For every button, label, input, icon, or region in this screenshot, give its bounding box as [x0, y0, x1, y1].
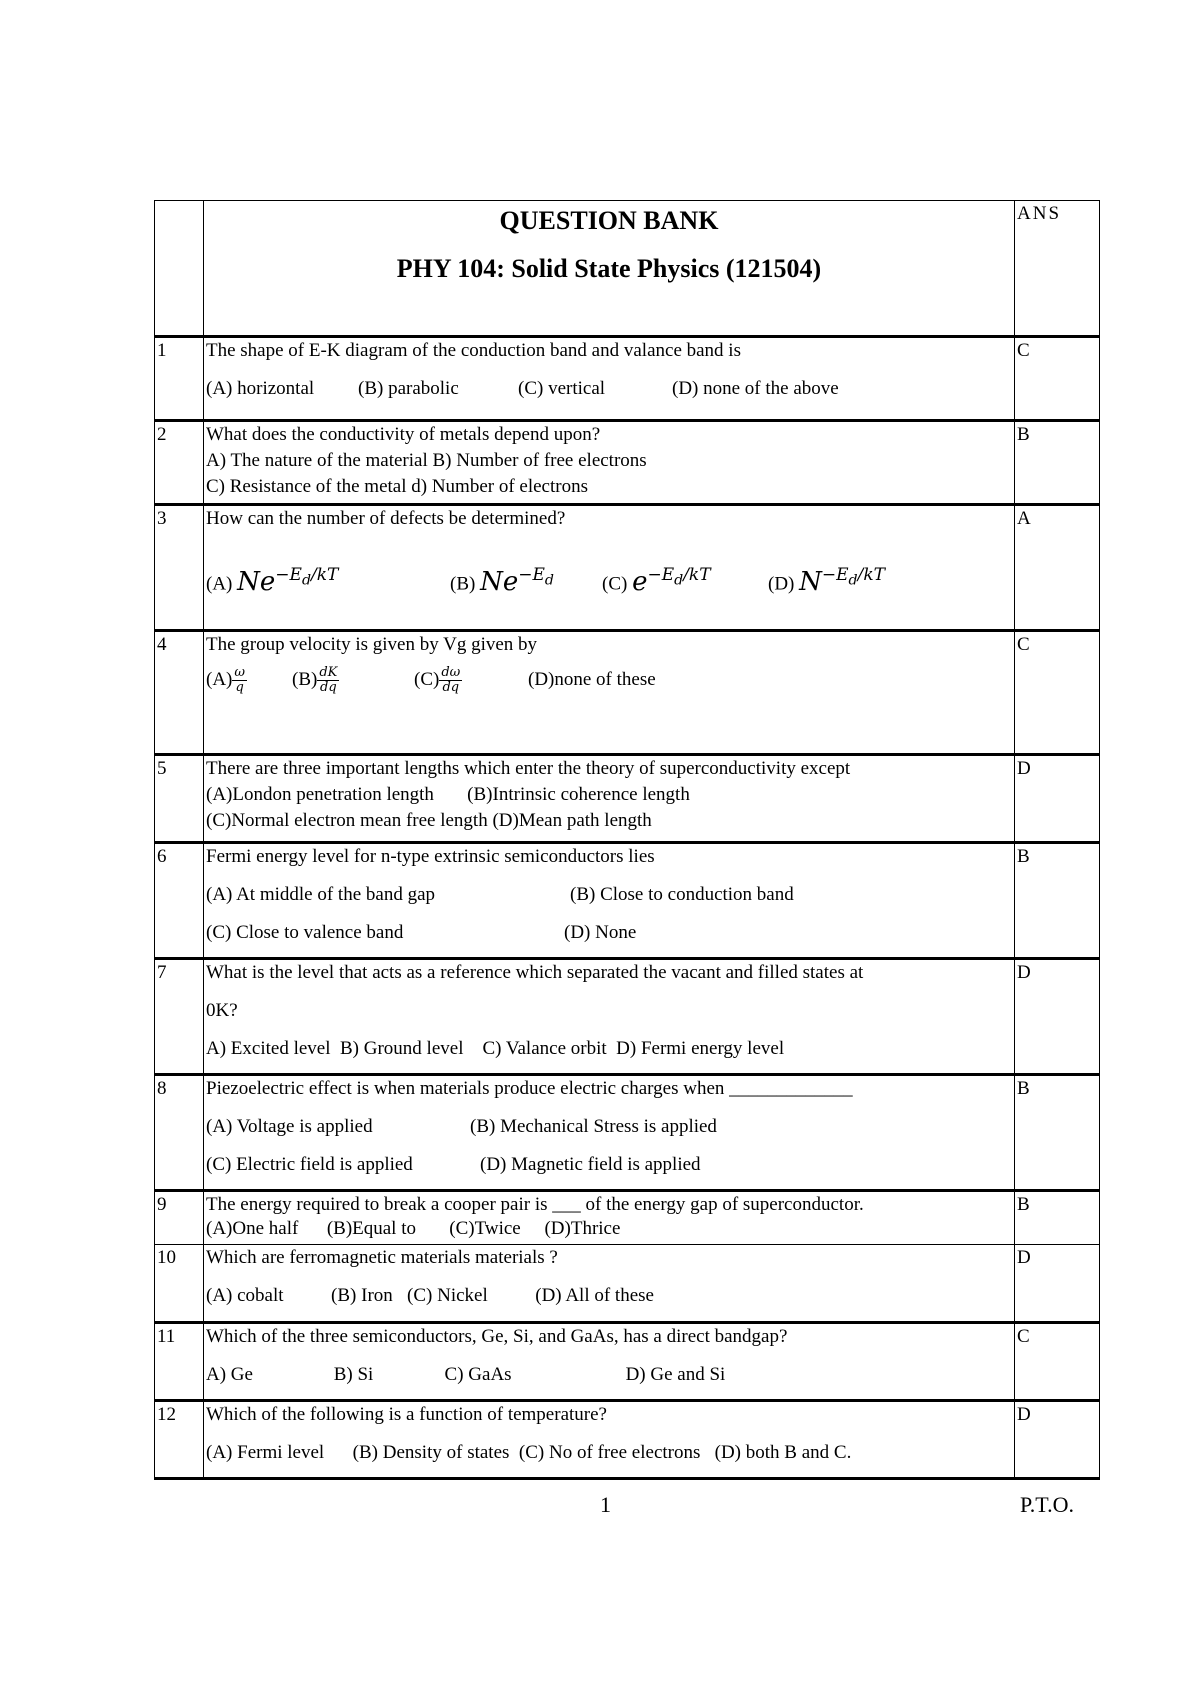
options-line: (C)Normal electron mean free length (D)Mean path length	[206, 810, 652, 831]
question-text: Piezoelectric effect is when materials produce electric charges when _____________	[206, 1078, 853, 1099]
question-number: 8	[155, 1075, 204, 1191]
question-number: 4	[155, 631, 204, 755]
question-number: 2	[155, 421, 204, 505]
question-cell	[204, 1245, 1015, 1323]
option-d: (D) $N^{-E_d/kT}$	[768, 565, 885, 597]
option-b: (B) $Ne^{-E_d}$	[450, 565, 554, 597]
question-cell	[204, 1075, 1015, 1191]
option-a: (A) $Ne^{-E_d/kT}$	[206, 565, 339, 597]
question-row	[155, 1401, 1100, 1479]
answer: D	[1015, 1401, 1100, 1479]
option-b: (B) $\frac{dK}{dq}$	[292, 665, 338, 695]
question-text: Which of the following is a function of temperature?	[206, 1404, 607, 1425]
question-row	[155, 421, 1100, 505]
option-d: (D) None	[564, 922, 637, 943]
options-line	[206, 920, 1012, 946]
question-number: 7	[155, 959, 204, 1075]
question-row	[155, 505, 1100, 631]
question-cell	[204, 631, 1015, 755]
question-row	[155, 959, 1100, 1075]
header-num-cell	[155, 201, 204, 337]
question-text: There are three important lengths which enter the theory of superconductivity except	[206, 758, 851, 779]
option-c: (C) $\frac{d\omega}{dq}$	[414, 665, 461, 695]
question-row	[155, 1245, 1100, 1323]
question-text: What is the level that acts as a reference which separated the vacant and filled states at	[206, 962, 864, 983]
question-text: Which of the three semiconductors, Ge, Si, and GaAs, has a direct bandgap?	[206, 1326, 788, 1347]
options-line: (A) Fermi level (B) Density of states (C) No of free electrons (D) both B and C.	[206, 1442, 852, 1463]
question-number: 12	[155, 1401, 204, 1479]
document-title: QUESTION BANK	[499, 206, 719, 235]
option-b: (B) Close to conduction band	[570, 884, 794, 905]
options-line	[206, 1114, 1012, 1140]
question-row	[155, 1323, 1100, 1401]
options-line: (A) cobalt (B) Iron (C) Nickel (D) All of these	[206, 1285, 654, 1306]
answer: D	[1015, 959, 1100, 1075]
options-line	[206, 1152, 1012, 1178]
answer: B	[1015, 843, 1100, 959]
options-line: C) Resistance of the metal d) Number of electrons	[206, 476, 588, 497]
ans-header: ANS	[1015, 201, 1100, 337]
answer: C	[1015, 1323, 1100, 1401]
options-line: A) Ge B) Si C) GaAs D) Ge and Si	[206, 1364, 726, 1385]
question-number: 1	[155, 337, 204, 421]
option-c: (C) $e^{-E_d/kT}$	[602, 565, 711, 597]
question-cell	[204, 1401, 1015, 1479]
options-line: (A)One half (B)Equal to (C)Twice (D)Thrice	[206, 1218, 621, 1239]
option-a: (A) Voltage is applied	[206, 1116, 373, 1137]
question-cell	[204, 959, 1015, 1075]
option-a: (A) $\frac{\omega}{q}$	[206, 665, 245, 695]
question-text: What does the conductivity of metals depend upon?	[206, 424, 601, 445]
question-bank-table	[154, 200, 1100, 1480]
question-row	[155, 843, 1100, 959]
question-text: The group velocity is given by Vg given by	[206, 634, 538, 655]
question-cell	[204, 1323, 1015, 1401]
question-cell	[204, 1191, 1015, 1245]
question-number: 6	[155, 843, 204, 959]
answer: A	[1015, 505, 1100, 631]
option-c: (C) vertical	[518, 378, 606, 399]
option-d: (D) Magnetic field is applied	[480, 1154, 701, 1175]
question-row	[155, 1075, 1100, 1191]
question-number: 9	[155, 1191, 204, 1245]
question-text: The shape of E-K diagram of the conduction band and valance band is	[206, 340, 741, 361]
question-number: 3	[155, 505, 204, 631]
header-cell	[204, 201, 1015, 337]
formula-c: $e^{-E_d/kT}$	[632, 565, 711, 597]
answer: D	[1015, 755, 1100, 843]
options-line: A) Excited level B) Ground level C) Valance orbit D) Fermi energy level	[206, 1038, 785, 1059]
course-title: PHY 104: Solid State Physics (121504)	[396, 254, 822, 283]
question-row	[155, 631, 1100, 755]
options-line	[206, 666, 1012, 695]
formula-a: $Ne^{-E_d/kT}$	[237, 565, 339, 597]
question-number: 10	[155, 1245, 204, 1323]
option-c: (C) Electric field is applied	[206, 1154, 413, 1175]
question-cell	[204, 505, 1015, 631]
formula-d: $N^{-E_d/kT}$	[799, 565, 885, 597]
option-b: (B) parabolic	[358, 378, 459, 399]
question-row	[155, 755, 1100, 843]
option-b: (B) Mechanical Stress is applied	[470, 1116, 717, 1137]
pto-label: P.T.O.	[1020, 1492, 1074, 1517]
question-cell	[204, 337, 1015, 421]
answer: B	[1015, 1191, 1100, 1245]
answer: B	[1015, 1075, 1100, 1191]
option-a: (A) At middle of the band gap	[206, 884, 436, 905]
options-line: (A)London penetration length (B)Intrinsic coherence length	[206, 784, 690, 805]
formula-b: $Ne^{-E_d}$	[480, 565, 554, 597]
answer: D	[1015, 1245, 1100, 1323]
option-d: (D) none of the above	[672, 378, 839, 399]
question-row	[155, 1191, 1100, 1245]
question-text: Fermi energy level for n-type extrinsic semiconductors lies	[206, 846, 655, 867]
answer: C	[1015, 631, 1100, 755]
question-text: How can the number of defects be determined?	[206, 508, 566, 529]
question-number: 11	[155, 1323, 204, 1401]
question-cell	[204, 755, 1015, 843]
option-c: (C) Close to valence band	[206, 922, 404, 943]
formula-options	[206, 538, 1012, 598]
options-line	[206, 882, 1012, 908]
option-a: (A) horizontal	[206, 378, 315, 399]
question-text: The energy required to break a cooper pair is ___ of the energy gap of superconductor.	[206, 1194, 864, 1215]
answer: B	[1015, 421, 1100, 505]
options-line: A) The nature of the material B) Number of free electrons	[206, 450, 647, 471]
answer: C	[1015, 337, 1100, 421]
question-text: Which are ferromagnetic materials materials ?	[206, 1247, 558, 1268]
option-d: (D)none of these	[528, 668, 656, 690]
question-text-cont: 0K?	[206, 1000, 238, 1021]
page-number: 1	[600, 1492, 611, 1517]
question-cell	[204, 843, 1015, 959]
question-cell	[204, 421, 1015, 505]
question-row	[155, 337, 1100, 421]
question-number: 5	[155, 755, 204, 843]
options-line	[206, 376, 1012, 402]
